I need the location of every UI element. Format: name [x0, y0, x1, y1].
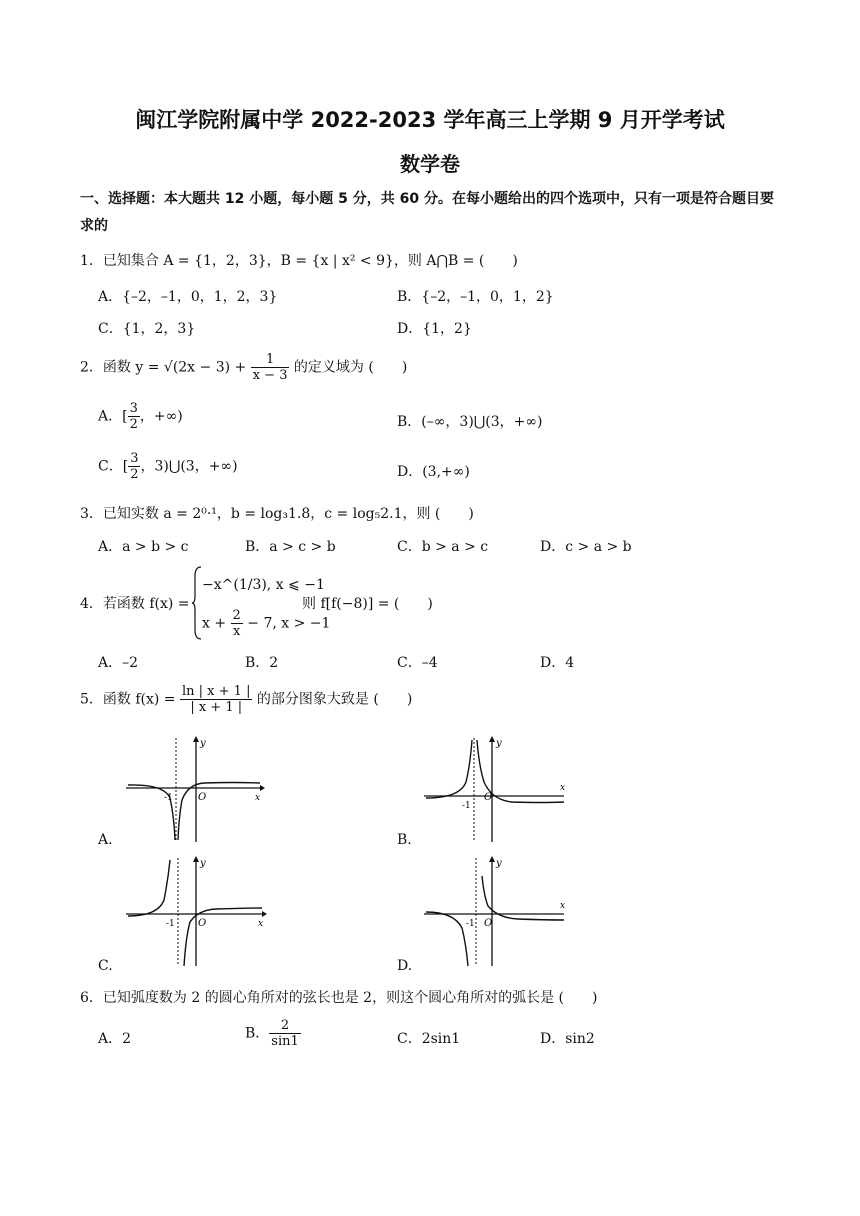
q4-option-a: A．–2 — [98, 655, 139, 671]
q2-c-frac — [128, 451, 140, 482]
q5-b-x-label: x — [560, 783, 566, 793]
q4-case2-den: x — [233, 624, 241, 639]
q5-stem-pre: 5．函数 f(x) = — [80, 691, 180, 708]
q2-frac-num: 1 — [251, 352, 290, 368]
q2-c-num: 3 — [130, 451, 139, 466]
q3-option-a: A．a > b > c — [98, 539, 189, 555]
q5-d-y-label: y — [496, 858, 502, 869]
q5-d-origin: O — [484, 918, 493, 929]
q4-option-c: C．–4 — [397, 655, 438, 671]
q2-stem-pre: 2．函数 y = √(2x − 3) + — [80, 359, 251, 376]
q5-c-origin: O — [198, 918, 207, 929]
q2-c-post: ，3)⋃(3，+∞) — [140, 458, 238, 475]
q3-option-b: B．a > c > b — [245, 539, 336, 555]
q2-stem-post: 的定义域为 ( ) — [289, 359, 408, 376]
section-heading: 一、选择题：本大题共 12 小题，每小题 5 分，共 60 分。在每小题给出的四个选项中，只有一项是符合题目要求的 — [80, 191, 774, 234]
page-title: 闽江学院附属中学 2022-2023 学年高三上学期 9 月开学考试 — [135, 108, 725, 132]
q4-case2-pre: x + — [202, 615, 231, 632]
q5-a-origin: O — [198, 792, 207, 803]
q5-frac-den: | x + 1 | — [190, 700, 243, 715]
q6-option-b — [245, 1018, 301, 1049]
q2-fraction — [251, 352, 290, 383]
q6-option-c: C．2sin1 — [397, 1031, 461, 1047]
q6-stem: 6．已知弧度数为 2 的圆心角所对的弦长也是 2，则这个圆心角所对的弧长是 ( ) — [80, 990, 598, 1006]
q5-d-x-label: x — [560, 901, 566, 911]
q2-option-c — [98, 451, 238, 482]
q2-option-a — [98, 401, 183, 432]
q5-graph-a — [124, 736, 266, 844]
q5-graph-b — [422, 736, 568, 844]
q6-option-d: D．sin2 — [540, 1031, 595, 1047]
q5-c-neg-one: -1 — [166, 919, 175, 929]
q5-graph-d — [422, 856, 568, 968]
q2-frac-den: x − 3 — [252, 368, 288, 383]
q5-d-neg-one: -1 — [466, 919, 475, 929]
q5-frac-num: ln | x + 1 | — [182, 684, 251, 699]
q2-a-den: 2 — [129, 417, 138, 432]
q2-a-frac — [128, 401, 140, 432]
q2-c-den: 2 — [130, 467, 139, 482]
q6-b-num: 2 — [269, 1018, 300, 1034]
q5-a-x-label: x — [255, 793, 261, 803]
q5-c-y-label: y — [200, 858, 206, 869]
q5-stem-post: 的部分图象大致是 ( ) — [252, 691, 413, 708]
q3-option-d: D．c > a > b — [540, 539, 632, 555]
q6-b-frac — [269, 1018, 300, 1049]
q5-c-x-label: x — [258, 919, 264, 929]
q1-option-c: C．{1，2，3} — [98, 321, 196, 337]
q2-option-d: D．(3,+∞) — [397, 464, 470, 480]
q2-a-num: 3 — [129, 401, 138, 416]
q5-option-d: D. — [397, 958, 413, 974]
q2-c-pre: C．[ — [98, 458, 129, 475]
q5-a-neg-one: -1 — [164, 793, 173, 803]
q4-stem-post: 则 f[f(−8)] = ( ) — [302, 596, 433, 612]
q4-case2-num: 2 — [232, 608, 241, 623]
q5-b-y-label: y — [496, 738, 502, 749]
q1-option-a: A．{–2，–1，0，1，2，3} — [98, 289, 278, 305]
q6-b-pre: B． — [245, 1025, 270, 1042]
q5-option-b: B. — [397, 832, 412, 848]
q5-stem — [80, 684, 412, 715]
q2-a-post: ，+∞) — [139, 408, 183, 425]
q5-graph-c — [124, 856, 268, 968]
q4-case2-post: − 7, x > −1 — [242, 615, 331, 632]
q6-b-den: sin1 — [271, 1034, 299, 1049]
q4-case2-frac — [231, 608, 243, 639]
q4-brace-icon — [192, 566, 202, 640]
q5-b-origin: O — [484, 792, 493, 803]
q6-option-a: A．2 — [98, 1031, 132, 1047]
q2-a-pre: A．[ — [98, 408, 128, 425]
q1-stem: 1．已知集合 A = {1，2，3}，B = {x | x² < 9}，则 A⋂B = ( ) — [80, 253, 518, 269]
page-subtitle: 数学卷 — [400, 152, 460, 176]
q5-option-c: C. — [98, 958, 113, 974]
q3-option-c: C．b > a > c — [397, 539, 489, 555]
q1-option-b: B．{–2，–1，0，1，2} — [397, 289, 554, 305]
q5-option-a: A. — [98, 832, 113, 848]
q2-stem — [80, 352, 407, 383]
q4-option-b: B．2 — [245, 655, 279, 671]
q5-b-neg-one: -1 — [462, 801, 471, 811]
q4-case1: −x^(1/3), x ⩽ −1 — [202, 577, 325, 593]
q2-option-b: B．(–∞，3)⋃(3，+∞) — [397, 414, 543, 430]
q1-option-d: D．{1，2} — [397, 321, 472, 337]
q4-option-d: D．4 — [540, 655, 575, 671]
q4-stem-pre: 4．若函数 f(x) = — [80, 596, 190, 612]
q3-stem: 3．已知实数 a = 2⁰·¹，b = log₃1.8，c = log₅2.1，则 ( ) — [80, 506, 474, 522]
q5-fraction — [180, 684, 252, 715]
q5-a-y-label: y — [200, 738, 206, 749]
